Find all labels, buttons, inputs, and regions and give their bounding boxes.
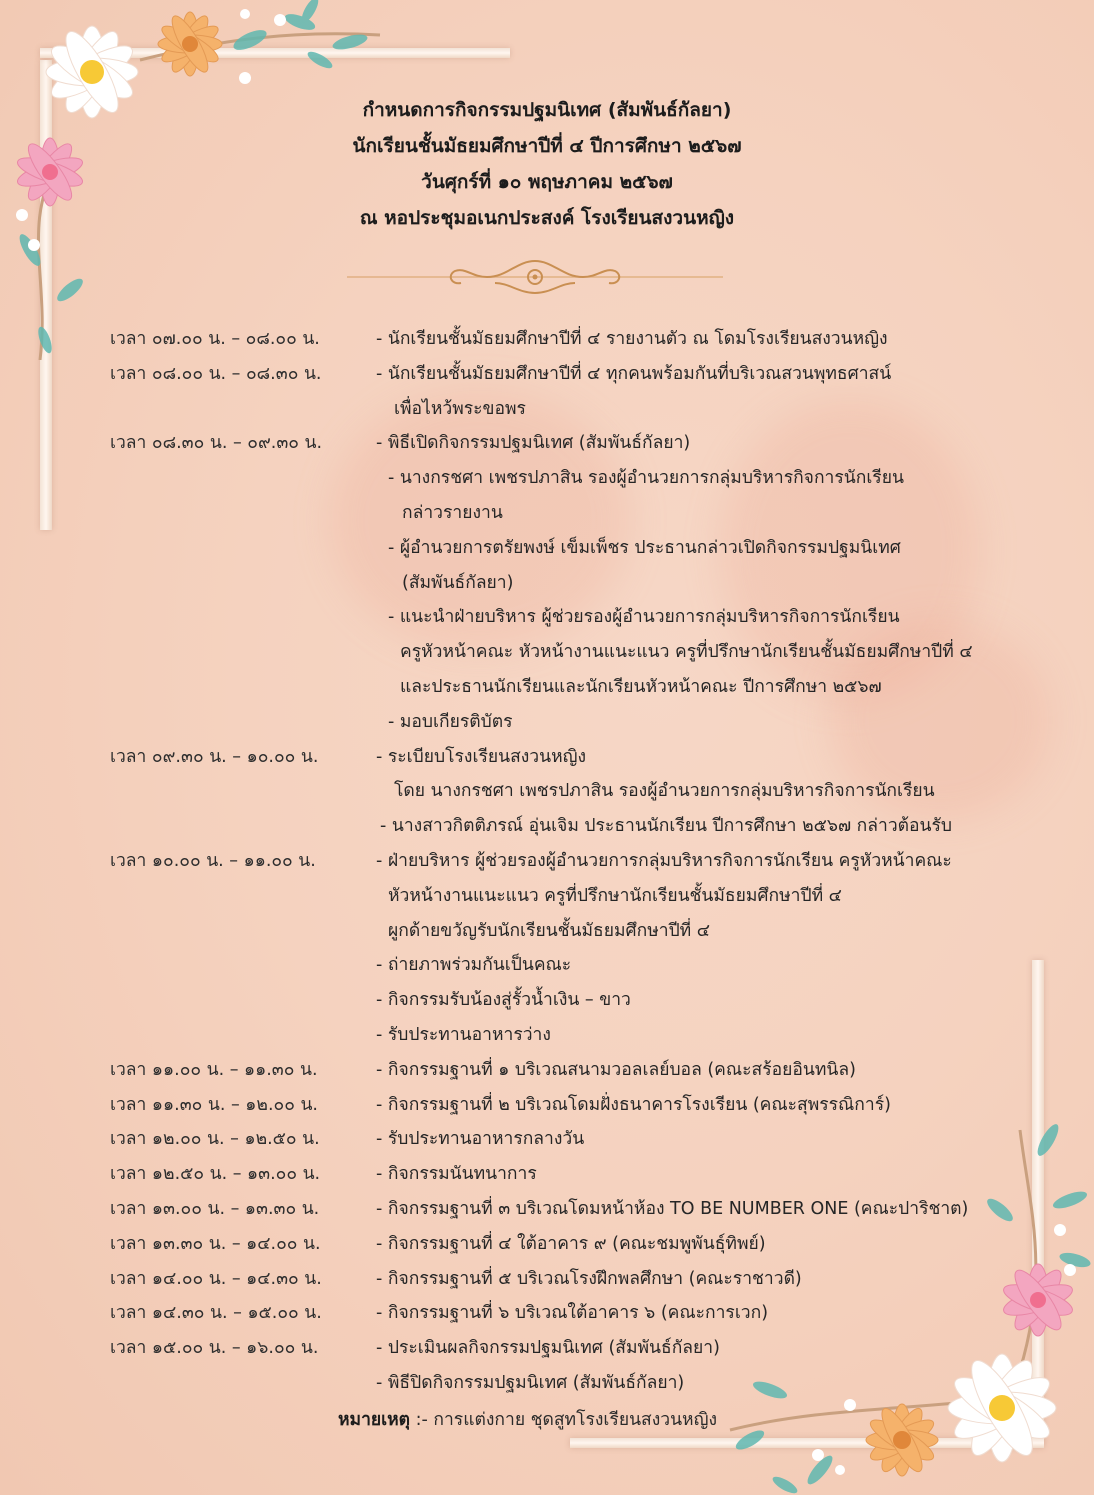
schedule-time: เวลา ๑๑.๓๐ น. – ๑๒.๐๐ น.: [110, 1094, 318, 1115]
schedule-time: เวลา ๑๕.๐๐ น. – ๑๖.๐๐ น.: [110, 1338, 319, 1359]
schedule-text: เพื่อไหว้พระขอพร: [394, 398, 526, 419]
schedule-text: - รับประทานอาหารว่าง: [376, 1024, 551, 1045]
schedule-text: - ฝ่ายบริหาร ผู้ช่วยรองผู้อำนวยการกลุ่มบริหารกิจการนักเรียน ครูหัวหน้าคณะ: [376, 850, 952, 871]
schedule-row: [0, 531, 1094, 566]
schedule-row: [0, 1018, 1094, 1053]
schedule-row: [0, 809, 1094, 844]
schedule-time: เวลา ๐๗.๐๐ น. – ๐๘.๐๐ น.: [110, 329, 320, 349]
schedule-text: - พิธีเปิดกิจกรรมปฐมนิเทศ (สัมพันธ์กัลยา): [376, 433, 691, 454]
schedule-row: [0, 1262, 1094, 1297]
schedule-text: - นักเรียนชั้นมัธยมศึกษาปีที่ ๔ ทุกคนพร้อมกันที่บริเวณสวนพุทธศาสน์: [376, 363, 892, 384]
schedule-row: [0, 1122, 1094, 1157]
schedule-row: [0, 461, 1094, 496]
schedule-text: - ถ่ายภาพร่วมกันเป็นคณะ: [376, 955, 572, 976]
schedule-time: เวลา ๑๔.๓๐ น. – ๑๕.๐๐ น.: [110, 1303, 322, 1324]
schedule-time: เวลา ๑๔.๐๐ น. – ๑๔.๓๐ น.: [110, 1268, 322, 1289]
schedule-text: - นางกรชศา เพชรปภาสิน รองผู้อำนวยการกลุ่มบริหารกิจการนักเรียน: [388, 468, 904, 489]
schedule-row: [0, 774, 1094, 809]
schedule-time: เวลา ๑๓.๓๐ น. – ๑๔.๐๐ น.: [110, 1233, 321, 1254]
schedule-row: [0, 357, 1094, 392]
schedule-row: [0, 635, 1094, 670]
schedule-time: เวลา ๑๒.๐๐ น. – ๑๒.๕๐ น.: [110, 1129, 320, 1150]
schedule-row: [0, 670, 1094, 705]
schedule-text: - นักเรียนชั้นมัธยมศึกษาปีที่ ๔ รายงานตัว ณ โดมโรงเรียนสงวนหญิง: [376, 329, 888, 349]
schedule-row: [0, 600, 1094, 635]
schedule-row: [0, 392, 1094, 427]
schedule-row: [0, 496, 1094, 531]
ornament-divider-icon: [347, 255, 723, 299]
schedule-text: - กิจกรรมฐานที่ ๔ ใต้อาคาร ๙ (คณะชมพูพันธุ์ทิพย์): [376, 1233, 766, 1254]
schedule-row: [0, 1053, 1094, 1088]
title-line-2: นักเรียนชั้นมัธยมศึกษาปีที่ ๔ ปีการศึกษา ๒๕๖๗: [352, 135, 742, 157]
schedule-text: - นางสาวกิตติภรณ์ อุ่นเจิม ประธานนักเรียน ปีการศึกษา ๒๕๖๗ กล่าวต้อนรับ: [380, 816, 952, 837]
schedule-row: [0, 426, 1094, 461]
schedule-row: [0, 1088, 1094, 1123]
schedule-list: [0, 322, 1094, 1401]
schedule-row: [0, 1192, 1094, 1227]
schedule-time: เวลา ๐๘.๓๐ น. – ๐๙.๓๐ น.: [110, 433, 323, 454]
schedule-row: [0, 1157, 1094, 1192]
schedule-time: เวลา ๐๙.๓๐ น. – ๑๐.๐๐ น.: [110, 746, 319, 767]
schedule-row: [0, 1227, 1094, 1262]
schedule-text: - กิจกรรมฐานที่ ๒ บริเวณโดมฝั่งธนาคารโรงเรียน (คณะสุพรรณิการ์): [376, 1094, 891, 1115]
title-line-1: กำหนดการกิจกรรมปฐมนิเทศ (สัมพันธ์กัลยา): [362, 99, 732, 121]
schedule-text: - แนะนำฝ่ายบริหาร ผู้ช่วยรองผู้อำนวยการกลุ่มบริหารกิจการนักเรียน: [388, 607, 900, 628]
header: [0, 92, 1094, 236]
schedule-text: ผูกด้ายขวัญรับนักเรียนชั้นมัธยมศึกษาปีที่ ๔: [388, 920, 711, 941]
schedule-text: - กิจกรรมนันทนาการ: [376, 1164, 537, 1185]
schedule-row: [0, 844, 1094, 879]
schedule-time: เวลา ๑๑.๐๐ น. – ๑๑.๓๐ น.: [110, 1059, 318, 1080]
schedule-row: [0, 914, 1094, 949]
title-line-3: วันศุกร์ที่ ๑๐ พฤษภาคม ๒๕๖๗: [421, 171, 673, 193]
schedule-time: เวลา ๑๓.๐๐ น. – ๑๓.๓๐ น.: [110, 1198, 320, 1219]
schedule-text: กล่าวรายงาน: [402, 502, 503, 523]
schedule-time: เวลา ๐๘.๐๐ น. – ๐๘.๓๐ น.: [110, 363, 322, 384]
schedule-text: - กิจกรรมฐานที่ ๓ บริเวณโดมหน้าห้อง TO BE NUMBER ONE (คณะปาริชาต): [376, 1198, 969, 1219]
title-line-4: ณ หอประชุมอเนกประสงค์ โรงเรียนสงวนหญิง: [359, 207, 735, 229]
schedule-text: - กิจกรรมฐานที่ ๖ บริเวณใต้อาคาร ๖ (คณะการเวก): [376, 1303, 769, 1324]
schedule-row: [0, 1366, 1094, 1401]
schedule-row: [0, 983, 1094, 1018]
schedule-row: [0, 322, 1094, 357]
schedule-time: เวลา ๑๐.๐๐ น. – ๑๑.๐๐ น.: [110, 850, 316, 871]
schedule-row: [0, 948, 1094, 983]
schedule-text: - พิธีปิดกิจกรรมปฐมนิเทศ (สัมพันธ์กัลยา): [376, 1372, 685, 1393]
schedule-row: [0, 879, 1094, 914]
schedule-text: - กิจกรรมรับน้องสู่รั้วน้ำเงิน – ขาว: [376, 990, 631, 1011]
schedule-time: เวลา ๑๒.๕๐ น. – ๑๓.๐๐ น.: [110, 1164, 321, 1185]
schedule-row: [0, 740, 1094, 775]
schedule-text: - ผู้อำนวยการตรัยพงษ์ เข็มเพ็ชร ประธานกล่าวเปิดกิจกรรมปฐมนิเทศ: [388, 537, 901, 558]
schedule-text: หัวหน้างานแนะแนว ครูที่ปรึกษานักเรียนชั้นมัธยมศึกษาปีที่ ๔: [388, 885, 842, 906]
schedule-text: (สัมพันธ์กัลยา): [402, 572, 514, 593]
footer-note: [338, 1404, 717, 1436]
schedule-text: - ระเบียบโรงเรียนสงวนหญิง: [376, 746, 587, 767]
schedule-text: ครูหัวหน้าคณะ หัวหน้างานแนะแนว ครูที่ปรึกษานักเรียนชั้นมัธยมศึกษาปีที่ ๔: [400, 642, 973, 663]
schedule-text: - กิจกรรมฐานที่ ๑ บริเวณสนามวอลเลย์บอล (คณะสร้อยอินทนิล): [376, 1059, 856, 1080]
schedule-row: [0, 566, 1094, 601]
schedule-text: โดย นางกรชศา เพชรปภาสิน รองผู้อำนวยการกลุ่มบริหารกิจการนักเรียน: [394, 781, 935, 802]
note-label: หมายเหตุ: [338, 1410, 411, 1430]
schedule-row: [0, 1296, 1094, 1331]
schedule-text: และประธานนักเรียนและนักเรียนหัวหน้าคณะ ปีการศึกษา ๒๕๖๗: [400, 676, 882, 697]
schedule-text: - ประเมินผลกิจกรรมปฐมนิเทศ (สัมพันธ์กัลยา): [376, 1338, 720, 1359]
schedule-row: [0, 1331, 1094, 1366]
schedule-row: [0, 705, 1094, 740]
schedule-text: - กิจกรรมฐานที่ ๕ บริเวณโรงฝึกพลศึกษา (คณะราชาวดี): [376, 1268, 802, 1289]
schedule-text: - มอบเกียรติบัตร: [388, 711, 513, 732]
note-text: :- การแต่งกาย ชุดสูทโรงเรียนสงวนหญิง: [410, 1410, 718, 1430]
schedule-text: - รับประทานอาหารกลางวัน: [376, 1129, 585, 1150]
